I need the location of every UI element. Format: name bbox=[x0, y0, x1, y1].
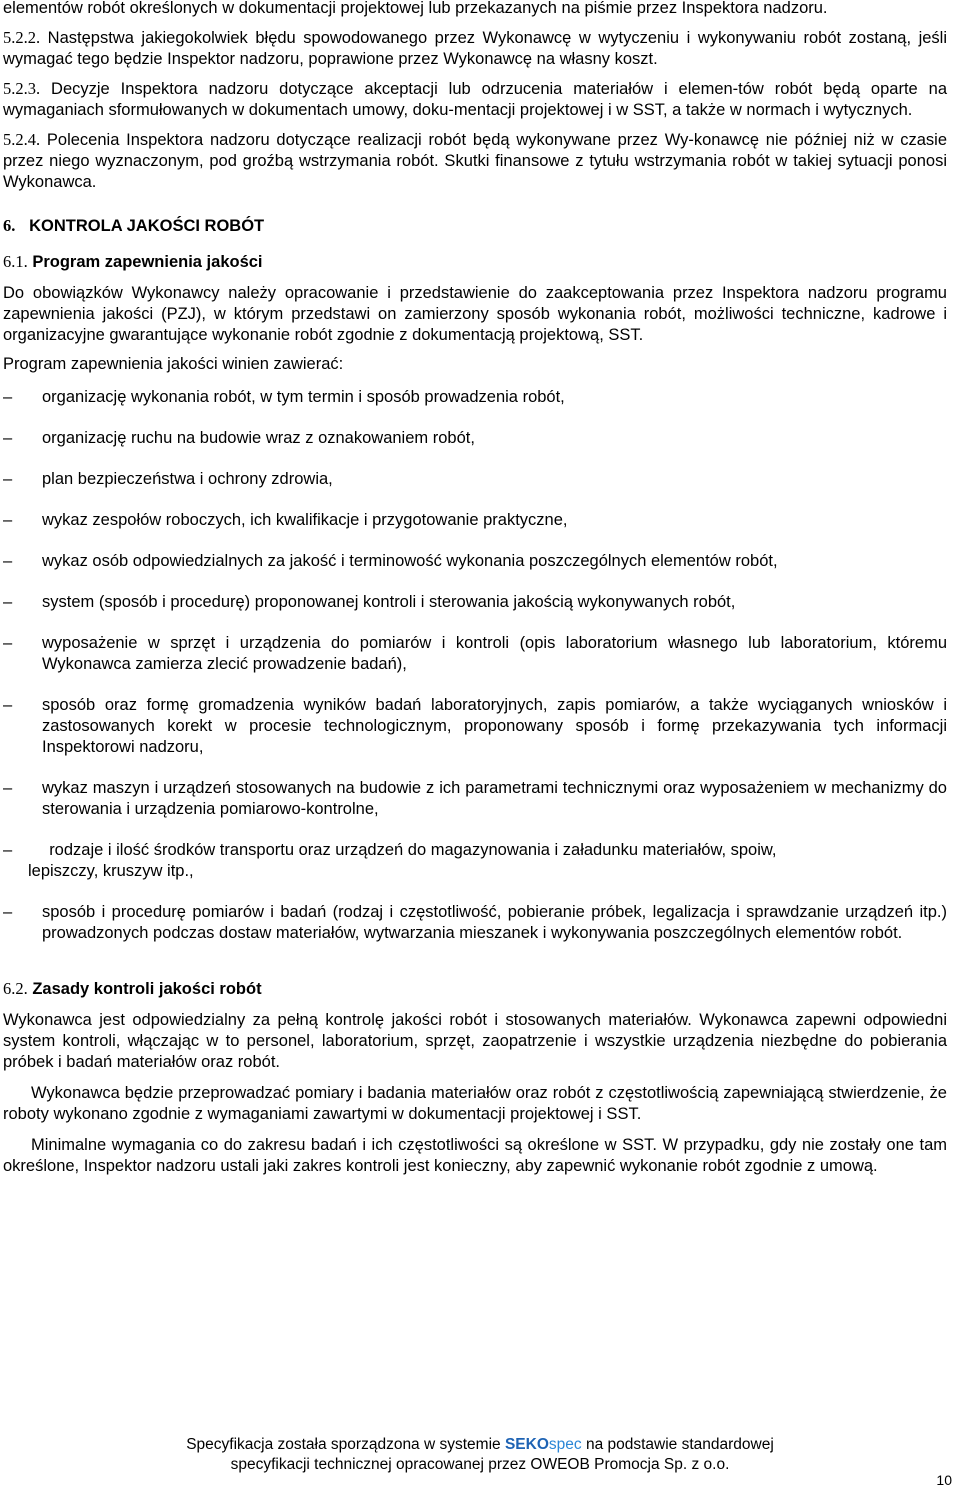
paragraph-6-2-a: Wykonawca jest odpowiedzialny za pełną kontrolę jakości robót i stosowanych materiałów. Wykonawca zapewni odpowiedni system kontroli, włączając w to personel, laboratorium, sprzęt, zaopatrzenie i wszystkie urządzenia niezbędne do pobierania próbek i badań materiałów oraz robót. bbox=[3, 1011, 947, 1071]
list-item: – sposób i procedurę pomiarów i badań (rodzaj i częstotliwość, pobieranie próbek, legalizacja i sprawdzanie urządzeń itp.) prowadzonych podczas dostaw materiałów, wytwarzania mieszanek i wykonywania poszczególnych elementów robót. bbox=[3, 903, 947, 942]
footer-line-2: specyfikacji technicznej opracowanej przez OWEOB Promocja Sp. z o.o. bbox=[230, 1456, 730, 1473]
sekospec-logo: SEKOspec bbox=[504, 1436, 582, 1453]
paragraph-top: elementów robót określonych w dokumentacji projektowej lub przekazanych na piśmie przez Inspektora nadzoru. bbox=[3, 0, 828, 17]
heading-6: 6. KONTROLA JAKOŚCI ROBÓT bbox=[3, 216, 265, 235]
list-item: – rodzaje i ilość środków transportu oraz urządzeń do magazynowania i załadunku materiałów, spoiw, lepiszczy, kruszyw itp., bbox=[3, 841, 777, 880]
page-number: 10 bbox=[936, 1472, 952, 1488]
paragraph-6-1-a: Do obowiązków Wykonawcy należy opracowanie i przedstawienie do zaakceptowania przez Inspektora nadzoru programu zapewnienia jakości (PZJ), w którym przedstawi on zamierzony sposób wykonania robót, możliwości techniczne, kadrowe i organizacyjne gwarantujące wykonanie robót zgodnie z dokumentacją projektową, SST. bbox=[3, 284, 947, 344]
heading-6-2: 6.2. Zasady kontroli jakości robót bbox=[3, 979, 262, 998]
paragraph-6-1-b: Program zapewnienia jakości winien zawierać: bbox=[3, 355, 344, 373]
list-item: – plan bezpieczeństwa i ochrony zdrowia, bbox=[3, 470, 333, 488]
section-5-2-2: 5.2.2. Następstwa jakiegokolwiek błędu spowodowanego przez Wykonawcę w wytyczeniu i wykonywaniu robót zostaną, jeśli wymagać tego będzie Inspektor nadzoru, poprawione przez Wykonawcę na własny koszt. bbox=[3, 28, 947, 68]
section-5-2-3: 5.2.3. Decyzje Inspektora nadzoru dotyczące akceptacji lub odrzucenia materiałów i elemen-tów robót będą oparte na wymaganiach sformułowanych w dokumentach umowy, doku-mentacji projektowej i w SST, a także w normach i wytycznych. bbox=[3, 79, 947, 119]
list-item: – system (sposób i procedurę) proponowanej kontroli i sterowania jakością wykonywanych robót, bbox=[3, 593, 736, 611]
list-item: – wykaz maszyn i urządzeń stosowanych na budowie z ich parametrami technicznymi oraz wyposażeniem w mechanizmy do sterowania i urządzenia pomiarowo-kontrolne, bbox=[3, 779, 947, 818]
section-number: 5.2.3. bbox=[3, 79, 41, 98]
page-footer bbox=[0, 1435, 960, 1475]
list-item: – wykaz zespołów roboczych, ich kwalifikacje i przygotowanie praktyczne, bbox=[3, 511, 568, 529]
list-item: – organizację wykonania robót, w tym termin i sposób prowadzenia robót, bbox=[3, 388, 565, 406]
list-item: – organizację ruchu na budowie wraz z oznakowaniem robót, bbox=[3, 429, 475, 447]
heading-6-1: 6.1. Program zapewnienia jakości bbox=[3, 252, 263, 271]
list-item: – sposób oraz formę gromadzenia wyników badań laboratoryjnych, zapis pomiarów, a także wyciąganych wniosków i zastosowanych korekt w procesie technologicznym, proponowany sposób i formę przekazywania tych informacji Inspektorowi nadzoru, bbox=[3, 696, 947, 756]
footer-line-1: Specyfikacja została sporządzona w systemie SEKOspec na podstawie standardowej bbox=[186, 1436, 774, 1453]
document-page bbox=[3, 0, 947, 1177]
list-item: – wykaz osób odpowiedzialnych za jakość i terminowość wykonania poszczególnych elementów robót, bbox=[3, 552, 778, 570]
list-item: – wyposażenie w sprzęt i urządzenia do pomiarów i kontroli (opis laboratorium własnego lub laboratorium, któremu Wykonawca zamierza zlecić prowadzenie badań), bbox=[3, 634, 947, 673]
requirements-list bbox=[3, 387, 947, 944]
paragraph-6-2-c: Minimalne wymagania co do zakresu badań i ich częstotliwości są określone w SST. W przypadku, gdy nie zostały one tam określone, Inspektor nadzoru ustali jaki zakres kontroli jest konieczny, aby zapewnić wykonanie robót zgodnie z umową. bbox=[3, 1136, 947, 1175]
section-number: 5.2.4. bbox=[3, 130, 41, 149]
section-5-2-4: 5.2.4. Polecenia Inspektora nadzoru dotyczące realizacji robót będą wykonywane przez Wy-konawcę nie później niż w czasie przez niego wyznaczonym, pod groźbą wstrzymania robót. Skutki finansowe z tytułu wstrzymania robót w takiej sytuacji ponosi Wykonawca. bbox=[3, 130, 947, 191]
section-number: 5.2.2. bbox=[3, 28, 41, 47]
paragraph-6-2-b: Wykonawca będzie przeprowadzać pomiary i badania materiałów oraz robót z częstotliwością zapewniającą stwierdzenie, że roboty wykonano zgodnie z wymaganiami zawartymi w dokumentacji projektowej i SST. bbox=[3, 1084, 947, 1123]
